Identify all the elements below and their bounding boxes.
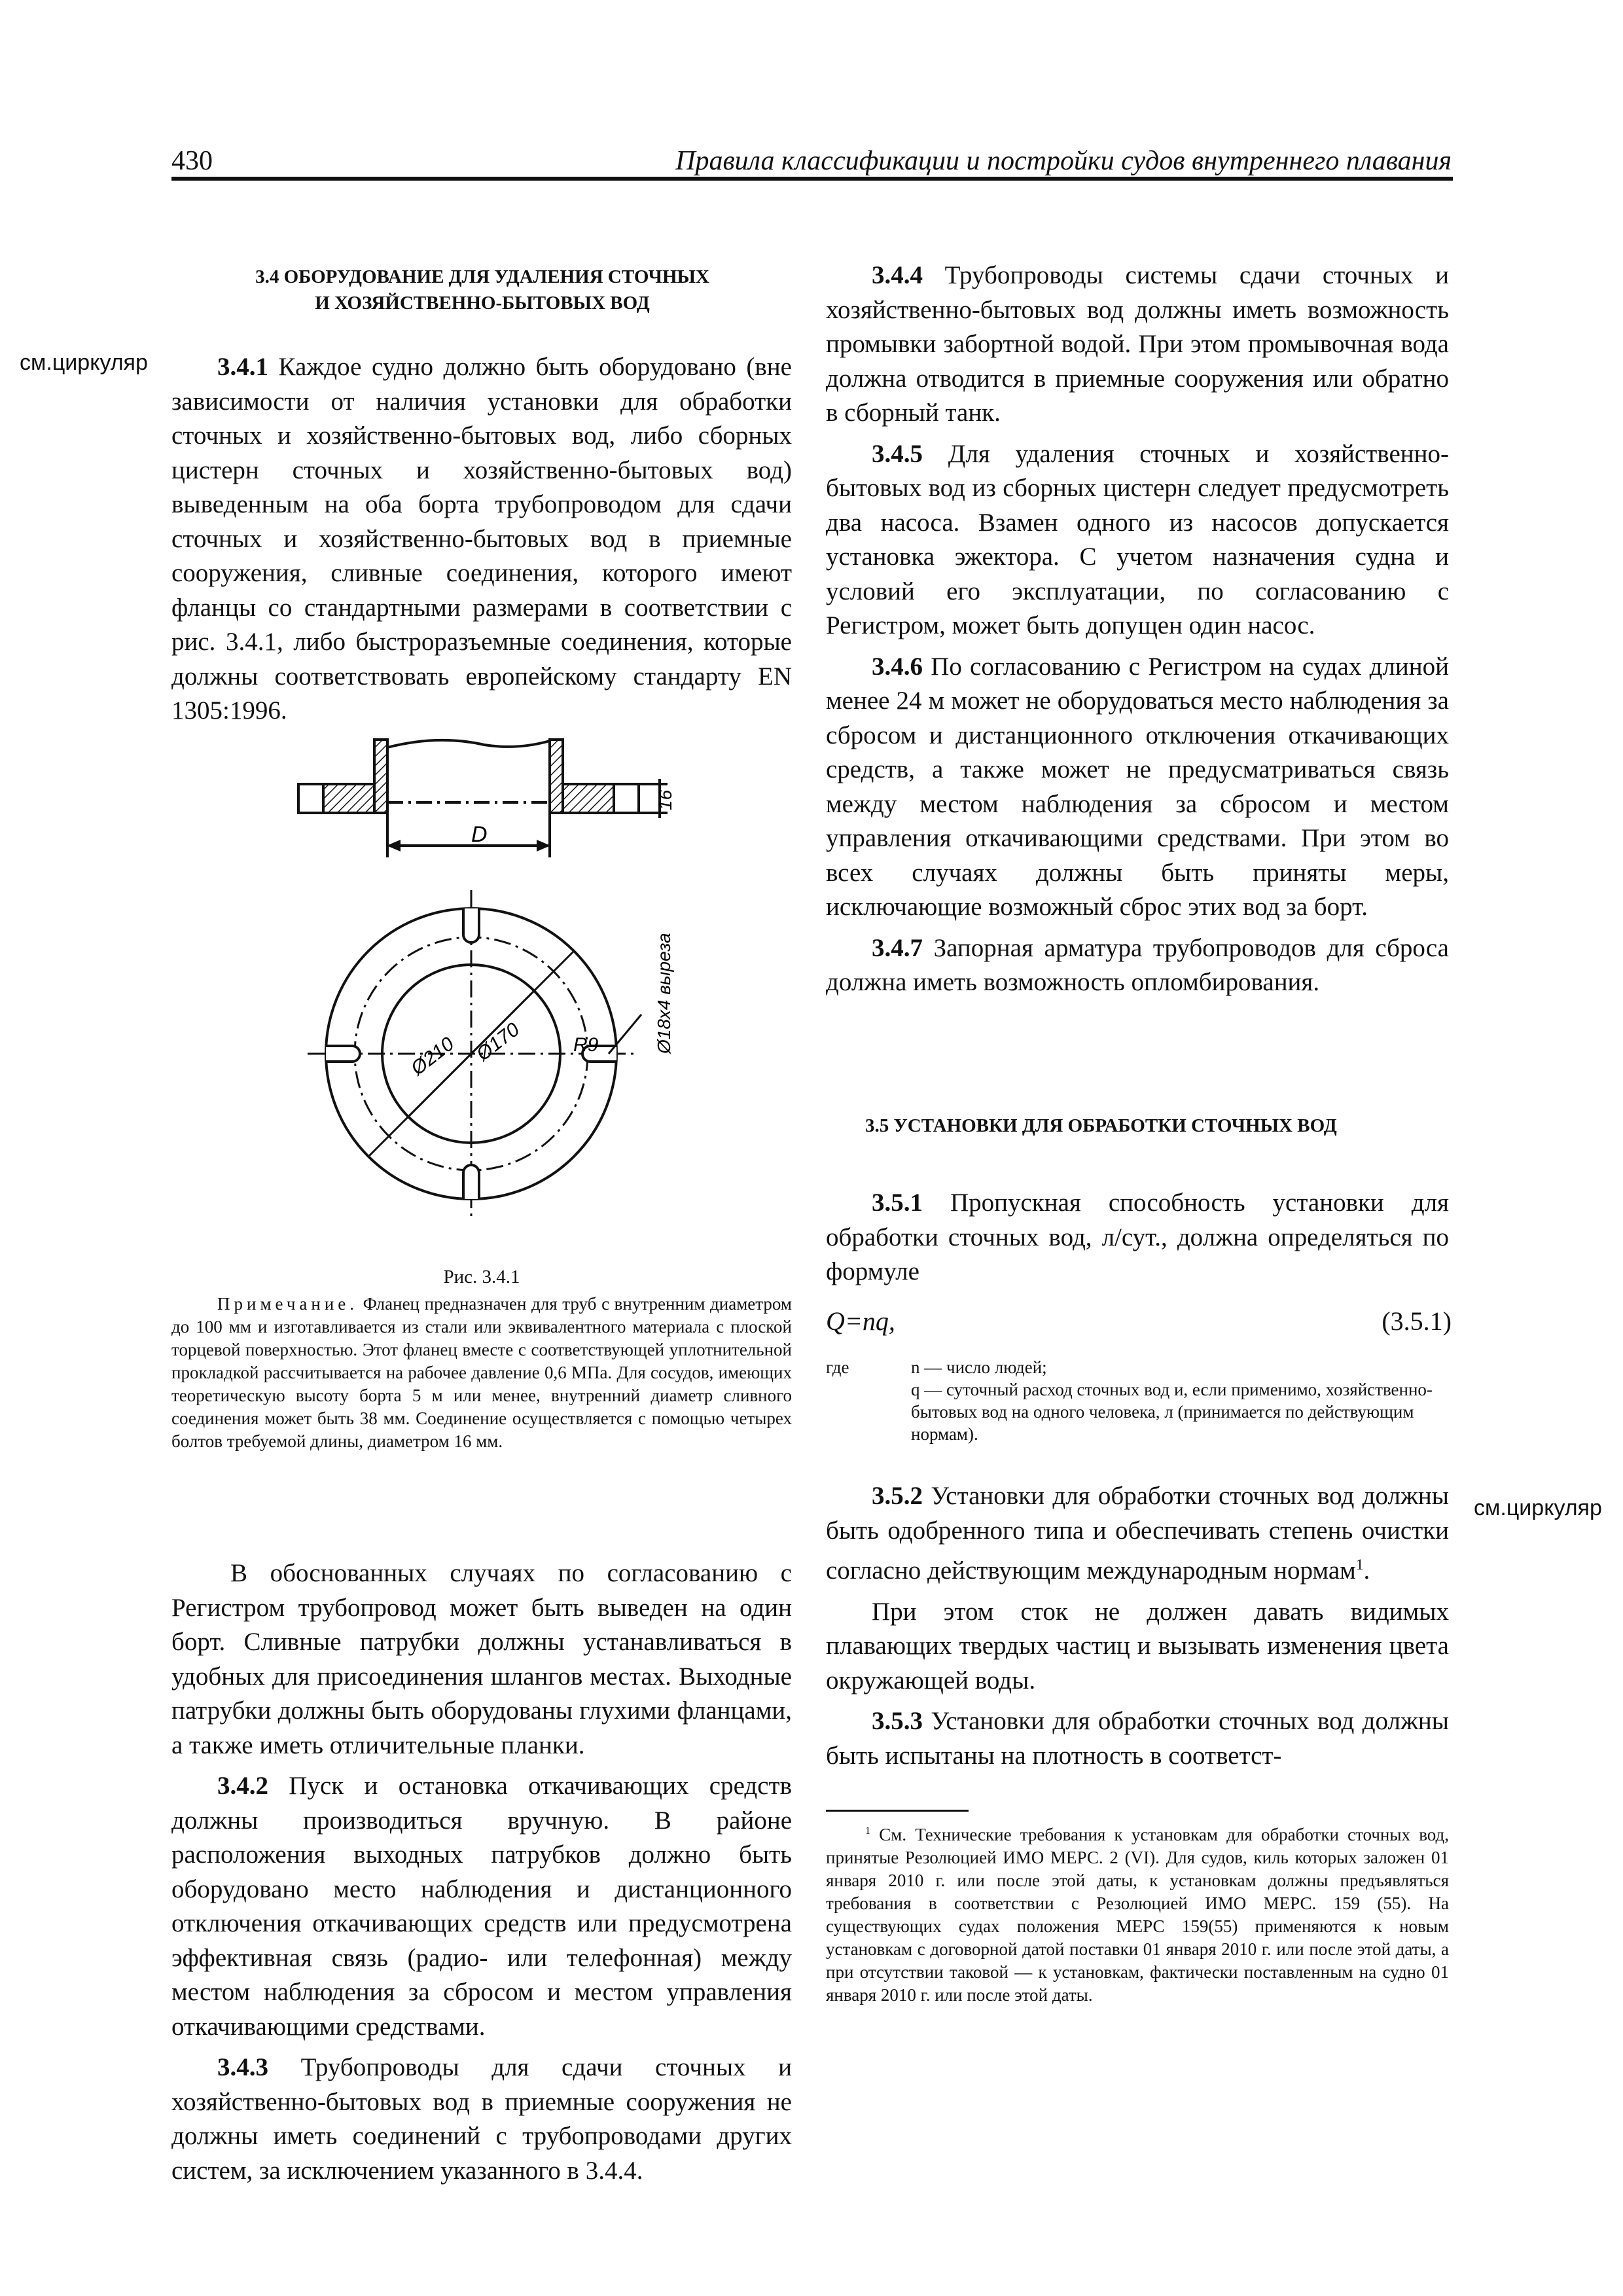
flange-figure xyxy=(275,726,694,1237)
paragraph-end: . xyxy=(1363,1556,1370,1585)
section-3-4-title-line1: 3.4 ОБОРУДОВАНИЕ ДЛЯ УДАЛЕНИЯ СТОЧНЫХ xyxy=(255,266,709,287)
paragraph-number: 3.4.6 xyxy=(872,652,923,681)
paragraph-text: Каждое судно должно быть оборудовано (вне зависимости от наличия установки для обработки сточных и хозяйственно-бытовых вод, либо сборных цистерн сточных и хозяйственно-бытовых вод) выведенным на оба борта трубопроводом для сдачи сточных и хозяйственно-бытовых вод в приемные сооружения, сливные соединения, которого имеют фланцы со стандартными размерами в соответствии с рис. 3.4.1, либо быстроразъемные соединения, которые должны соответствовать европейскому стандарту EN 1305:1996. xyxy=(171,353,792,725)
paragraph-text: Пропускная способность установки для обработки сточных вод, л/сут., должна определяться по формуле xyxy=(826,1189,1449,1285)
paragraph-number: 3.5.1 xyxy=(872,1189,923,1217)
right-column-upper xyxy=(826,259,1449,1007)
paragraph-runoff: При этом сток не должен давать видимых плавающих твердых частиц и вызывать изменения цвета окружающей воды. xyxy=(826,1597,1449,1695)
dimension-D-label: D xyxy=(471,822,488,847)
where-definitions xyxy=(903,1356,1446,1445)
margin-note-right: см.циркуляр xyxy=(1474,1496,1602,1520)
paragraph-text: Трубопроводы для сдачи сточных и хозяйственно-бытовых вод в приемные сооружения не должны иметь соединений с трубопроводами других систем, за исключением указанного в 3.4.4. xyxy=(171,2053,792,2185)
where-word: где xyxy=(826,1357,849,1377)
paragraph-number: 3.4.4 xyxy=(872,261,923,289)
footnote-rule xyxy=(826,1810,969,1812)
running-title: Правила классификации и постройки судов внутреннего плавания xyxy=(675,146,1452,176)
section-3-5-title: 3.5 УСТАНОВКИ ДЛЯ ОБРАБОТКИ СТОЧНЫХ ВОД xyxy=(865,1115,1337,1136)
footnote xyxy=(826,1820,1449,2007)
paragraph-number: 3.4.5 xyxy=(872,439,923,468)
header-rule xyxy=(171,177,1453,181)
where-q: q — суточный расход сточных вод и, если применимо, хозяйственно-бытовых вод на одного человека, л (принимается по действующим нормам). xyxy=(911,1380,1433,1444)
formula-number: (3.5.1) xyxy=(1382,1306,1452,1336)
paragraph-3-4-1 xyxy=(171,350,792,735)
figure-note-text: Фланец предназначен для труб с внутренним диаметром до 100 мм и изготавливается из стали или эквивалентного материала с плоской торцевой поверхностью. Этот фланец вместе с соответствующей уплотнительной прокладкой рассчитывается на рабочее давление 0,6 МПа. Для сосудов, имеющих теоретическую высоту борта 5 м или менее, внутренний диаметр сливного соединения может быть 38 мм. Соединение осуществляется с помощью четырех болтов требуемой длины, диаметром 16 мм. xyxy=(171,1294,792,1451)
section-3-4-title-line2: И ХОЗЯЙСТВЕННО-БЫТОВЫХ ВОД xyxy=(315,293,650,314)
paragraph-3-5-1 xyxy=(826,1186,1449,1296)
section-3-4-title xyxy=(171,264,793,316)
paragraph-number: 3.4.1 xyxy=(217,353,268,381)
right-column-lower xyxy=(826,1479,1449,1780)
diameter-210-label: Ø210 xyxy=(406,1033,459,1080)
radius-r9-label: R9 xyxy=(573,1034,599,1056)
figure-note xyxy=(171,1293,792,1453)
paragraph-justified: В обоснованных случаях по согласованию с Регистром трубопровод может быть выведен на один борт. Сливные патрубки должны устанавливаться в удобных для присоединения шлангов местах. Выходные патрубки должны быть оборудованы глухими фланцами, а также иметь отличительные планки. xyxy=(171,1559,792,1759)
paragraph-text: Установки для обработки сточных вод должны быть испытаны на плотность в соответст- xyxy=(826,1707,1449,1770)
page-number: 430 xyxy=(171,146,213,176)
dimension-16-label: 16 xyxy=(655,789,675,810)
paragraph-text: Пуск и остановка откачивающих средств должны производиться вручную. В районе расположения выходных патрубков должно быть оборудовано место наблюдения и дистанционного отключения откачивающих средств или предусмотрена эффективная связь (радио- или телефонная) между местом наблюдения за сбросом и местом управления откачивающими средствами. xyxy=(171,1772,792,2041)
paragraph-number: 3.4.3 xyxy=(217,2053,268,2081)
paragraph-number: 3.4.7 xyxy=(872,933,923,962)
paragraph-number: 3.5.3 xyxy=(872,1707,923,1735)
left-column-lower xyxy=(171,1556,792,2195)
paragraph-text: По согласованию с Регистром на судах длиной менее 24 м может не оборудоваться место наблюдения за сбросом и дистанционного отключения откачивающих средств, а также может не предусматриваться связь между местом наблюдения за сбросом и местом управления откачивающими средствами. При этом во всех случаях должны быть приняты меры, исключающие возможный сброс этих вод за борт. xyxy=(826,652,1449,921)
paragraph-text: Трубопроводы системы сдачи сточных и хозяйственно-бытовых вод должны иметь возможность промывки забортной водой. При этом промывочная вода должна отводится в приемные сооружения или обратно в сборный танк. xyxy=(826,261,1449,427)
paragraph-text: Для удаления сточных и хозяйственно-бытовых вод из сборных цистерн следует предусмотреть два насоса. Взамен одного из насосов допускается установка эжектора. С учетом назначения судна и условий его эксплуатации, по согласованию с Регистром, может быть допущен один насос. xyxy=(826,439,1449,639)
paragraph-text: Запорная арматура трубопроводов для сброса должна иметь возможность опломбирования. xyxy=(826,933,1449,996)
formula: Q=nq, xyxy=(826,1306,895,1336)
footnote-ref[interactable]: 1 xyxy=(1355,1556,1364,1573)
where-n: n — число людей; xyxy=(911,1357,1047,1377)
footnote-mark: 1 xyxy=(865,1825,871,1837)
diameter-170-label: Ø170 xyxy=(472,1018,524,1066)
footnote-text: См. Технические требования к установкам для обработки сточных вод, принятые Резолюцией ИМО МЕРС. 2 (VI). Для судов, киль которых заложен 01 января 2010 г. или после этой даты, к установкам должны предъявляться требования в соответствии с Резолюцией ИМО МЕРС. 159 (55). На существующих судах положения МЕРС 159(55) применяются к новым установкам с договорной датой поставки 01 января 2010 г. или после этой даты, а при отсутствии таковой — к установкам, фактически поставленным на судно 01 января 2010 г. или после этой даты. xyxy=(826,1825,1449,2005)
paragraph-number: 3.5.2 xyxy=(872,1482,923,1510)
figure-note-label: Примечание. xyxy=(217,1294,359,1314)
slots-label: Ø18x4 выреза xyxy=(654,933,674,1054)
paragraph-number: 3.4.2 xyxy=(217,1772,268,1800)
figure-caption: Рис. 3.4.1 xyxy=(443,1266,520,1287)
margin-note-left: см.циркуляр xyxy=(20,350,148,375)
paragraph-text: Установки для обработки сточных вод должны быть одобренного типа и обеспечивать степень очистки согласно действующим международным нормам xyxy=(826,1482,1449,1585)
